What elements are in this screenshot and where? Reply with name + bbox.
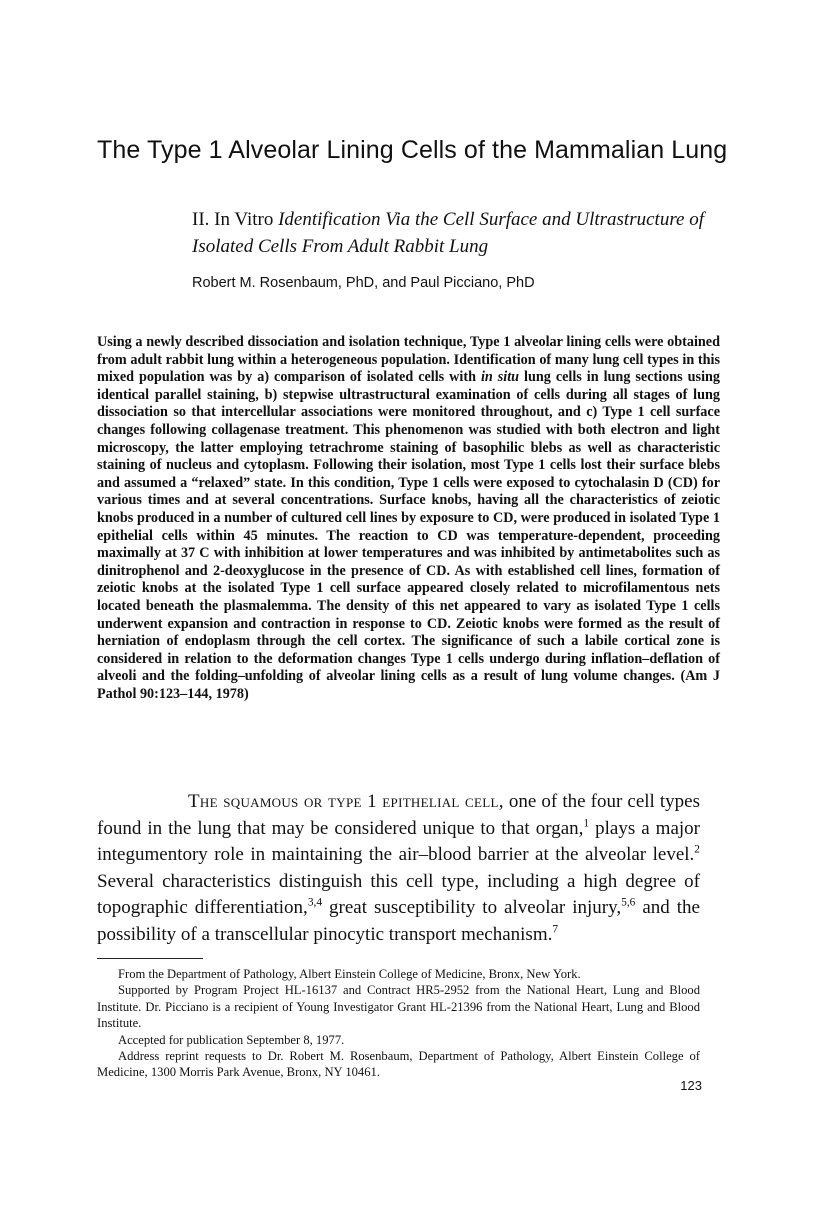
footnote-reprints: Address reprint requests to Dr. Robert M. Rosenbaum, Department of Pathology, Albert Einstein College of Medicine, 1300 Morris Park Avenue, Bronx, NY 10461.: [97, 1049, 700, 1080]
article-subtitle: [192, 206, 712, 260]
page-number: 123: [680, 1078, 702, 1093]
footnote-affiliation: From the Department of Pathology, Albert Einstein College of Medicine, Bronx, New York.: [118, 967, 581, 981]
citation-ref: 1: [583, 817, 590, 830]
intro-paragraph: [97, 789, 700, 949]
subtitle-series: II. In: [192, 209, 235, 230]
intro-text-2: plays a major integumentory role in maintaining the air–blood barrier at the alveolar level.: [97, 817, 701, 866]
intro-text-1: one of the four cell types found in the lung that may be considered unique to that organ,: [97, 791, 701, 839]
footnotes: [97, 966, 700, 1081]
citation-ref: 7: [552, 923, 559, 936]
subtitle-in-vitro: Vitro: [234, 209, 274, 230]
abstract-in-situ: in situ: [480, 369, 520, 386]
intro-lead: The squamous or type 1 epithelial cell,: [188, 791, 504, 812]
citation-ref: 2: [694, 843, 700, 856]
footnote-accepted: Accepted for publication September 8, 1977.: [118, 1032, 345, 1047]
article-authors: Robert M. Rosenbaum, PhD, and Paul Picciano, PhD: [192, 275, 535, 291]
subtitle-rest: Identification Via the Cell Surface and Ultrastructure of Isolated Cells From Adult Rabbit Lung: [192, 209, 704, 257]
intro-text-5: and the possibility of a transcellular pinocytic transport mechanism.: [97, 897, 700, 945]
abstract-part-2: lung cells in lung sections using identical parallel staining, b) stepwise ultrastructural examination of cells during all stages of lung dissociation so that intercellular associations were monitored throughout, and c) Type 1 cell surface changes following collagenase treatment. This phenomenon was studied with both electron and light microscopy, the latter employing tetrachrome staining of basophilic blebs as well as characteristic staining of nucleus and cytoplasm. Following their isolation, most Type 1 cells lost their surface blebs and assumed a “relaxed” state. In this condition, Type 1 cells were exposed to cytochalasin D (CD) for various times and at several concentrations. Surface knobs, having all the characteristics of zeiotic knobs produced in a number of cultured cell lines by exposure to CD, were produced in isolated Type 1 epithelial cells within 45 minutes. The reaction to CD was temperature-dependent, proceeding maximally at 37 C with inhibition at lower temperatures and was inhibited by antimetabolites such as dinitrophenol and 2-deoxyglucose in the presence of CD. As with established cell lines, formation of zeiotic knobs at the isolated Type 1 cell surface appeared closely related to microfilamentous nets located beneath the plasmalemma. The density of this net appeared to vary as isolated Type 1 cells underwent expansion and contraction in response to CD. Zeiotic knobs were formed as the result of herniation of endoplasm through the cell cortex. The significance of such a labile cortical zone is considered in relation to the deformation changes Type 1 cells undergo during inflation–deflation of alveoli and the folding–unfolding of alveolar lining cells as a result of lung volume changes. (Am J Pathol 90:123–144, 1978): [97, 369, 720, 702]
abstract: [97, 334, 720, 703]
footnote-divider: [97, 958, 203, 959]
intro-text-3: Several characteristics distinguish this cell type, including a high degree of topographic differentiation,: [97, 870, 700, 919]
footnote-support: Supported by Program Project HL-16137 and Contract HR5-2952 from the National Heart, Lung and Blood Institute. Dr. Picciano is a recipient of Young Investigator Grant HL-21396 from the National Heart, Lung and Blood Institute.: [97, 983, 700, 1031]
abstract-part-1: Using a newly described dissociation and isolation technique, Type 1 alveolar lining cells were obtained from adult rabbit lung within a heterogeneous population. Identification of many lung cell types in this mixed population was by a) comparison of isolated cells with: [97, 334, 720, 386]
citation-ref: 5,6: [621, 897, 636, 910]
intro-text-4: great susceptibility to alveolar injury,: [322, 897, 622, 919]
citation-ref: 3,4: [307, 897, 323, 910]
article-title: The Type 1 Alveolar Lining Cells of the Mammalian Lung: [97, 136, 728, 164]
